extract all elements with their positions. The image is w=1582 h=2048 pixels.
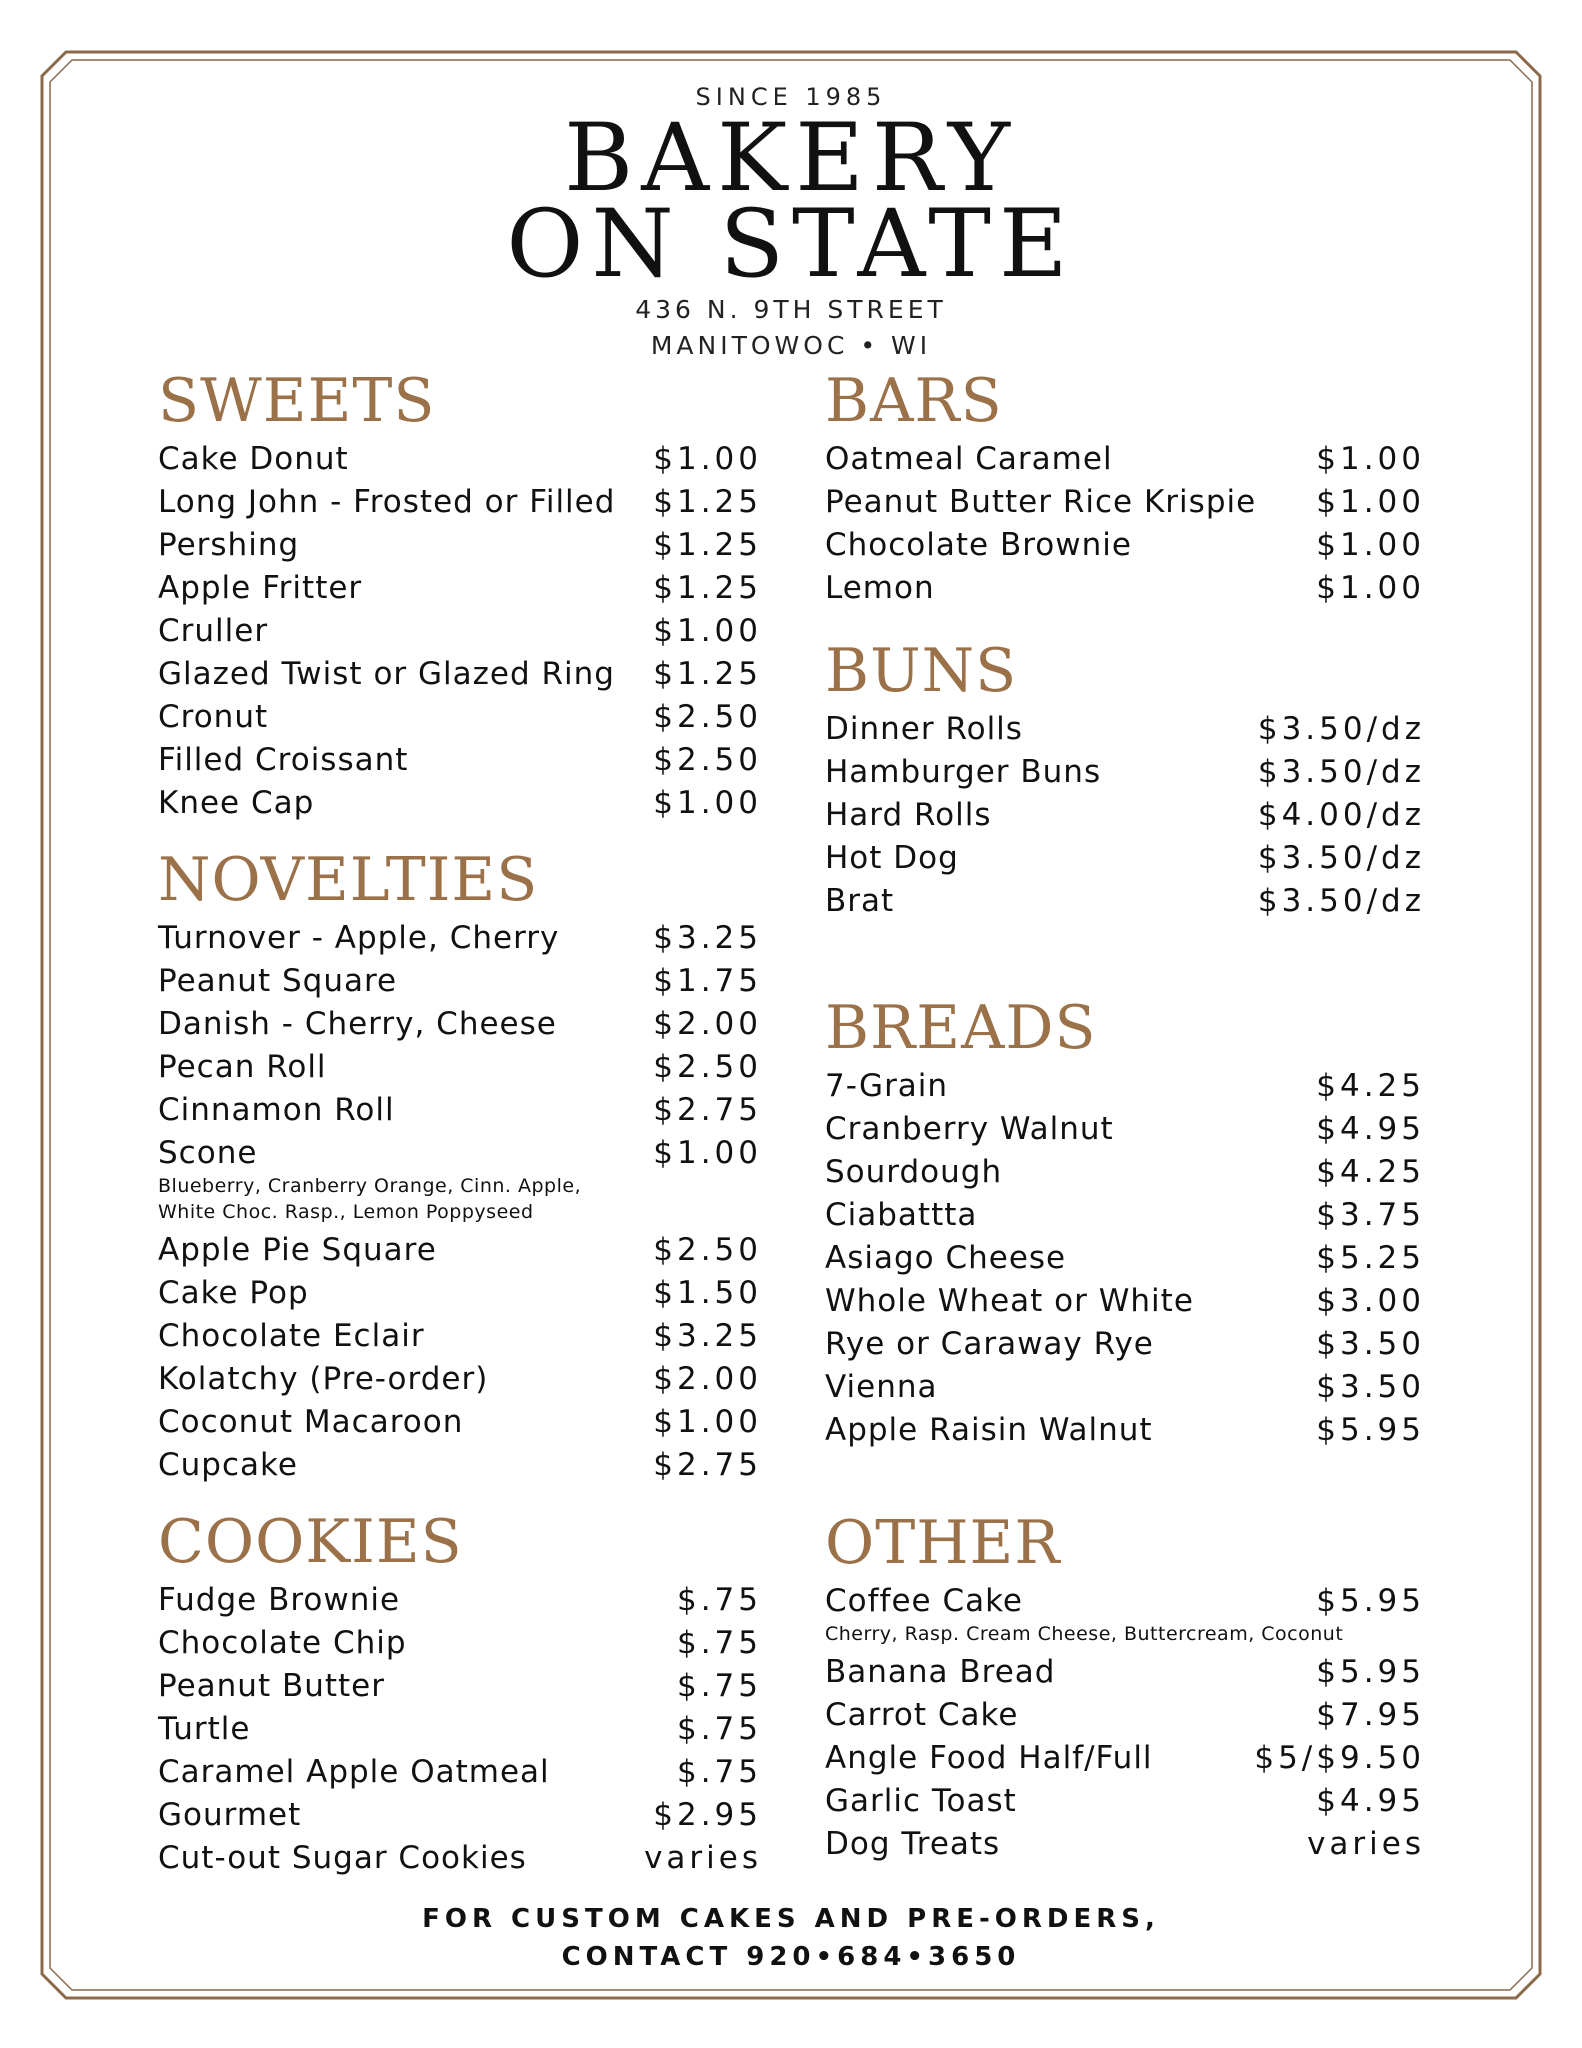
menu-item-price: $3.50/dz [1257, 711, 1425, 747]
menu-item-name: Cut-out Sugar Cookies [158, 1840, 527, 1876]
menu-item-name: Chocolate Brownie [825, 527, 1132, 563]
menu-item-price: $5.25 [1316, 1240, 1425, 1276]
menu-item-price: $.75 [676, 1668, 762, 1704]
menu-item [158, 696, 762, 739]
menu-section-sweets [158, 368, 762, 825]
menu-item [825, 708, 1425, 751]
menu-section-bars [825, 368, 1425, 610]
menu-item-price: $1.00 [653, 1404, 762, 1440]
menu-item [158, 481, 762, 524]
since-tagline: SINCE 1985 [695, 83, 887, 111]
menu-item-price: $2.75 [653, 1447, 762, 1483]
menu-item-name: Danish - Cherry, Cheese [158, 1006, 557, 1042]
menu-item-name: Apple Raisin Walnut [825, 1412, 1153, 1448]
menu-item-price: $2.50 [653, 1232, 762, 1268]
menu-item [158, 1708, 762, 1751]
menu-item-price: $1.00 [653, 441, 762, 477]
menu-item-name: Hard Rolls [825, 797, 992, 833]
menu-item-price: $3.25 [653, 1318, 762, 1354]
menu-item [158, 1751, 762, 1794]
title-line-2: ON STATE [506, 190, 1076, 299]
menu-item-name: Rye or Caraway Rye [825, 1326, 1154, 1362]
menu-item [158, 524, 762, 567]
menu-item-name: Garlic Toast [825, 1783, 1017, 1819]
menu-item [825, 1151, 1425, 1194]
menu-item [825, 1323, 1425, 1366]
menu-item [158, 1794, 762, 1837]
menu-item-name: Pershing [158, 527, 300, 563]
section-heading: BARS [825, 366, 1003, 436]
menu-item [158, 1358, 762, 1401]
menu-item [158, 917, 762, 960]
menu-item-price: $3.75 [1316, 1197, 1425, 1233]
footer-line-2: CONTACT 920•684•3650 [561, 1942, 1021, 1972]
menu-item-name: Glazed Twist or Glazed Ring [158, 656, 615, 692]
menu-item [158, 567, 762, 610]
menu-item-name: Cake Donut [158, 441, 349, 477]
menu-item-price: $5.95 [1316, 1412, 1425, 1448]
menu-item-name: Turnover - Apple, Cherry [158, 920, 560, 956]
menu-item-name: Apple Pie Square [158, 1232, 437, 1268]
menu-item [825, 837, 1425, 880]
menu-item [158, 653, 762, 696]
menu-item-price: $2.50 [653, 1049, 762, 1085]
menu-item [825, 1237, 1425, 1280]
menu-item [825, 1580, 1425, 1623]
menu-item [825, 1651, 1425, 1694]
address-city: MANITOWOC • WI [650, 331, 932, 360]
menu-item-name: Peanut Butter [158, 1668, 386, 1704]
menu-item-price: $.75 [676, 1754, 762, 1790]
menu-item-name: Coffee Cake [825, 1583, 1023, 1619]
menu-item-name: Peanut Butter Rice Krispie [825, 484, 1257, 520]
menu-item-note [158, 1173, 762, 1225]
menu-item-price: $1.00 [653, 1135, 762, 1171]
menu-item [825, 1409, 1425, 1452]
menu-item-price: varies [1307, 1826, 1425, 1862]
menu-item-note-line: Blueberry, Cranberry Orange, Cinn. Apple, [158, 1175, 582, 1197]
menu-item [825, 794, 1425, 837]
menu-item [825, 481, 1425, 524]
menu-item-name: Sourdough [825, 1154, 1003, 1190]
menu-item-price: $5.95 [1316, 1654, 1425, 1690]
menu-item-name: Kolatchy (Pre-order) [158, 1361, 489, 1397]
menu-item [158, 1622, 762, 1665]
menu-item-name: Hot Dog [825, 840, 959, 876]
menu-item-price: $3.50/dz [1257, 840, 1425, 876]
menu-item [158, 1579, 762, 1622]
menu-item-note-line: Cherry, Rasp. Cream Cheese, Buttercream, Coconut [825, 1623, 1344, 1645]
right-menu-column [825, 368, 1425, 1866]
menu-item-name: Dog Treats [825, 1826, 1001, 1862]
menu-item-name: Cake Pop [158, 1275, 309, 1311]
menu-item [825, 567, 1425, 610]
menu-item-name: Cinnamon Roll [158, 1092, 395, 1128]
section-heading: BUNS [825, 636, 1018, 706]
menu-item-price: varies [644, 1840, 762, 1876]
menu-item-name: Banana Bread [825, 1654, 1056, 1690]
menu-item [158, 1444, 762, 1487]
menu-item-price: $4.00/dz [1257, 797, 1425, 833]
menu-item-name: Vienna [825, 1369, 938, 1405]
menu-item-name: Filled Croissant [158, 742, 409, 778]
menu-item [158, 1272, 762, 1315]
menu-item-name: Caramel Apple Oatmeal [158, 1754, 550, 1790]
menu-item-name: Whole Wheat or White [825, 1283, 1194, 1319]
menu-item-price: $1.25 [653, 484, 762, 520]
menu-item [158, 610, 762, 653]
section-heading: NOVELTIES [158, 845, 539, 915]
menu-item-name: Brat [825, 883, 895, 919]
footer-contact [0, 1900, 1582, 1976]
menu-item-note-line: White Choc. Rasp., Lemon Poppyseed [158, 1201, 534, 1223]
menu-item-name: Carrot Cake [825, 1697, 1019, 1733]
menu-item-name: Chocolate Chip [158, 1625, 407, 1661]
menu-item [158, 1046, 762, 1089]
menu-item [825, 1065, 1425, 1108]
menu-item [825, 1194, 1425, 1237]
header [0, 80, 1582, 364]
menu-item-name: Knee Cap [158, 785, 315, 821]
menu-item [158, 960, 762, 1003]
menu-item [158, 1315, 762, 1358]
menu-item-price: $1.00 [1316, 527, 1425, 563]
menu-item-price: $1.50 [653, 1275, 762, 1311]
menu-item-price: $1.25 [653, 656, 762, 692]
menu-item-name: Pecan Roll [158, 1049, 327, 1085]
menu-item-price: $4.25 [1316, 1068, 1425, 1104]
menu-item-price: $.75 [676, 1625, 762, 1661]
menu-section-buns [825, 638, 1425, 923]
menu-item [825, 1366, 1425, 1409]
bakery-title [0, 104, 1582, 299]
menu-item-price: $2.00 [653, 1006, 762, 1042]
menu-item [825, 1823, 1425, 1866]
menu-section-other [825, 1510, 1425, 1866]
menu-item-price: $3.25 [653, 920, 762, 956]
menu-item [825, 880, 1425, 923]
menu-item [158, 782, 762, 825]
menu-item [158, 438, 762, 481]
footer-line-1: FOR CUSTOM CAKES AND PRE-ORDERS, [422, 1904, 1160, 1934]
menu-item-note [825, 1621, 1425, 1647]
menu-item [158, 1229, 762, 1272]
menu-item [158, 1089, 762, 1132]
menu-item-price: $2.95 [653, 1797, 762, 1833]
menu-item [158, 1401, 762, 1444]
address-street: 436 N. 9TH STREET [635, 295, 947, 324]
menu-item-price: $1.25 [653, 570, 762, 606]
menu-item [825, 1108, 1425, 1151]
menu-item-price: $2.50 [653, 699, 762, 735]
menu-item-price: $3.50/dz [1257, 883, 1425, 919]
menu-item [825, 1780, 1425, 1823]
menu-item-price: $5/$9.50 [1254, 1740, 1425, 1776]
menu-item [825, 438, 1425, 481]
menu-section-novelties [158, 847, 762, 1487]
menu-item [825, 1280, 1425, 1323]
menu-item-price: $4.95 [1316, 1783, 1425, 1819]
menu-item-name: Dinner Rolls [825, 711, 1023, 747]
menu-item-name: 7-Grain [825, 1068, 949, 1104]
menu-item-price: $3.50 [1316, 1326, 1425, 1362]
menu-item-price: $3.50/dz [1257, 754, 1425, 790]
menu-item-name: Chocolate Eclair [158, 1318, 425, 1354]
menu-item [825, 751, 1425, 794]
menu-item-price: $3.00 [1316, 1283, 1425, 1319]
menu-item-name: Cranberry Walnut [825, 1111, 1114, 1147]
menu-item-price: $.75 [676, 1582, 762, 1618]
menu-item-price: $1.00 [653, 613, 762, 649]
menu-item [158, 739, 762, 782]
section-heading: COOKIES [158, 1507, 463, 1577]
menu-item-price: $7.95 [1316, 1697, 1425, 1733]
menu-item-price: $4.25 [1316, 1154, 1425, 1190]
section-heading: OTHER [825, 1508, 1061, 1578]
menu-item-price: $1.25 [653, 527, 762, 563]
menu-item [825, 524, 1425, 567]
menu-item-price: $4.95 [1316, 1111, 1425, 1147]
menu-item-name: Angle Food Half/Full [825, 1740, 1153, 1776]
menu-item-name: Hamburger Buns [825, 754, 1102, 790]
menu-item-name: Cupcake [158, 1447, 298, 1483]
menu-item-price: $1.00 [653, 785, 762, 821]
section-heading: BREADS [825, 993, 1097, 1063]
menu-item-price: $2.75 [653, 1092, 762, 1128]
menu-item-name: Cruller [158, 613, 269, 649]
menu-item-price: $1.00 [1316, 570, 1425, 606]
menu-section-cookies [158, 1509, 762, 1880]
menu-item [825, 1737, 1425, 1780]
menu-item-name: Long John - Frosted or Filled [158, 484, 616, 520]
menu-item-name: Lemon [825, 570, 935, 606]
menu-item-price: $1.00 [1316, 441, 1425, 477]
section-heading: SWEETS [158, 366, 436, 436]
menu-item-price: $1.00 [1316, 484, 1425, 520]
menu-section-breads [825, 995, 1425, 1452]
menu-item-price: $2.50 [653, 742, 762, 778]
menu-item [825, 1694, 1425, 1737]
menu-item-name: Apple Fritter [158, 570, 363, 606]
menu-item-name: Fudge Brownie [158, 1582, 401, 1618]
menu-item-name: Cronut [158, 699, 269, 735]
menu-item-name: Ciabattta [825, 1197, 978, 1233]
title-line-1: BAKERY [564, 104, 1018, 213]
menu-item-price: $1.75 [653, 963, 762, 999]
menu-item-price: $3.50 [1316, 1369, 1425, 1405]
menu-item-name: Gourmet [158, 1797, 302, 1833]
menu-item [158, 1837, 762, 1880]
left-menu-column [158, 368, 762, 1880]
menu-item-name: Turtle [158, 1711, 251, 1747]
menu-item-name: Coconut Macaroon [158, 1404, 464, 1440]
menu-item-price: $5.95 [1316, 1583, 1425, 1619]
menu-item-name: Asiago Cheese [825, 1240, 1067, 1276]
menu-item-price: $2.00 [653, 1361, 762, 1397]
menu-item [158, 1665, 762, 1708]
menu-item [158, 1132, 762, 1175]
address [0, 292, 1582, 364]
menu-item-name: Peanut Square [158, 963, 398, 999]
menu-item-price: $.75 [676, 1711, 762, 1747]
menu-item [158, 1003, 762, 1046]
menu-item-name: Oatmeal Caramel [825, 441, 1113, 477]
menu-item-name: Scone [158, 1135, 258, 1171]
